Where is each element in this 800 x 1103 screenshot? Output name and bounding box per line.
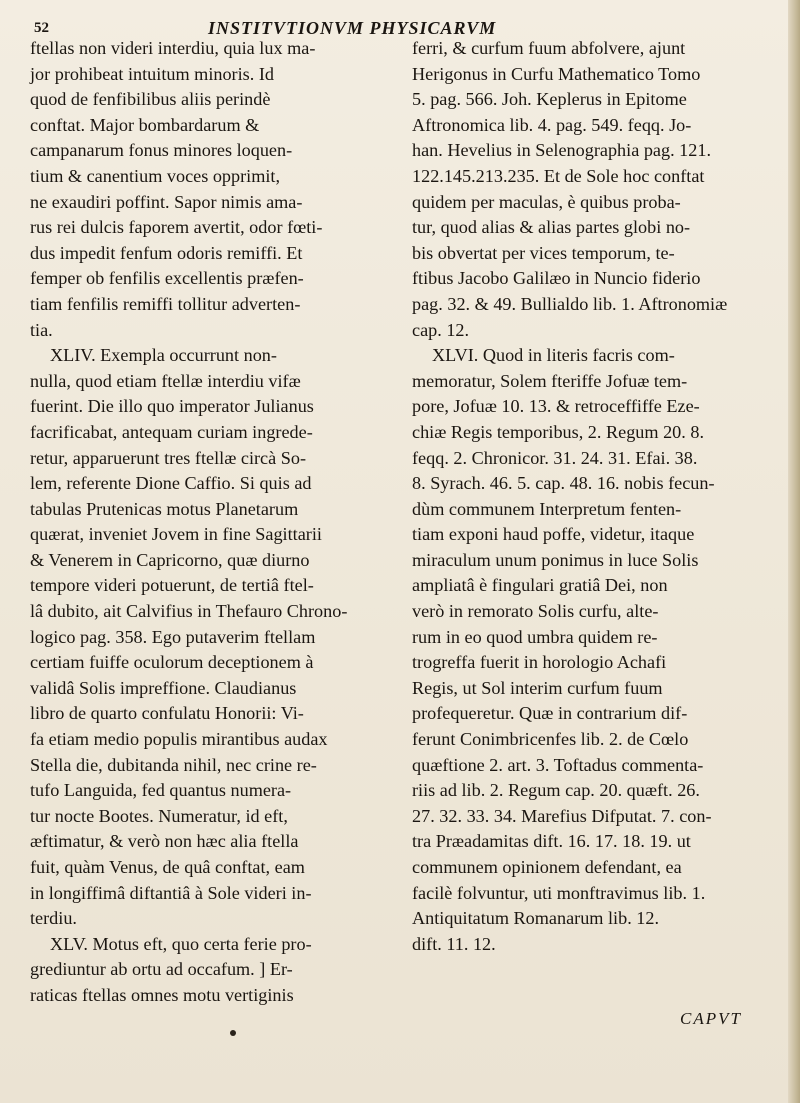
text-line: facilè folvuntur, uti monftravimus lib. 1. <box>412 882 706 903</box>
text-line: facrificabat, antequam curiam ingrede- <box>30 421 313 442</box>
text-line: ampliatâ è fingulari gratiâ Dei, non <box>412 575 668 596</box>
text-line: fa etiam medio populis mirantibus audax <box>30 729 328 750</box>
running-head: INSTITVTIONVM PHYSICARVM <box>208 18 497 38</box>
text-line: tia. <box>30 319 53 340</box>
text-line: fuit, quàm Venus, de quâ conftat, eam <box>30 857 305 877</box>
text-line: tium & canentium voces opprimit, <box>30 165 281 186</box>
text-line: Herigonus in Curfu Mathematico Tomo <box>412 63 701 84</box>
text-line: chiæ Regis temporibus, 2. Regum 20. 8. <box>412 421 704 442</box>
text-line: 27. 32. 33. 34. Marefius Difputat. 7. con- <box>412 805 712 826</box>
left-column <box>30 36 392 1009</box>
text-line: 5. pag. 566. Joh. Keplerus in Epitome <box>412 89 687 110</box>
text-line: retur, apparuerunt tres ftellæ circà So- <box>30 447 307 468</box>
text-line: rus rei dulcis faporem avertit, odor fœti- <box>30 217 323 238</box>
text-line: pag. 32. & 49. Bullialdo lib. 1. Aftronomiæ <box>412 293 728 314</box>
text-line: ne exaudiri poffint. Sapor nimis ama- <box>30 191 303 212</box>
text-line: tiam exponi haud poffe, videtur, itaque <box>412 524 695 545</box>
text-line: lâ dubito, ait Calvifius in Thefauro Chrono- <box>30 601 348 622</box>
text-line: logico pag. 358. Ego putaverim ftellam <box>30 626 316 647</box>
text-line: XLVI. Quod in literis facris com- <box>432 345 675 366</box>
text-line: grediuntur ab ortu ad occafum. ] Er- <box>30 959 293 980</box>
text-line: Stella die, dubitanda nihil, nec crine re- <box>30 754 317 775</box>
text-line: tufo Languida, fed quantus numera- <box>30 780 292 801</box>
text-line: tra Præadamitas dift. 16. 17. 18. 19. ut <box>412 831 691 852</box>
text-line: ftellas non videri interdiu, quia lux ma- <box>30 38 316 58</box>
text-line: han. Hevelius in Selenographia pag. 121. <box>412 140 712 161</box>
text-line: cap. 12. <box>412 319 470 340</box>
text-line: quærat, inveniet Jovem in fine Sagittarii <box>30 524 322 545</box>
text-line: trogreffa fuerit in horologio Achafi <box>412 652 667 673</box>
text-line: pore, Jofuæ 10. 13. & retroceffiffe Eze- <box>412 396 700 417</box>
text-line: ferunt Conimbricenfes lib. 2. de Cœlo <box>412 729 689 750</box>
text-line: memoratur, Solem fteriffe Jofuæ tem- <box>412 370 688 391</box>
text-line: riis ad lib. 2. Regum cap. 20. quæft. 26. <box>412 780 700 801</box>
text-line: tabulas Prutenicas motus Planetarum <box>30 498 299 519</box>
text-line: feqq. 2. Chronicor. 31. 24. 31. Efai. 38. <box>412 447 698 468</box>
text-line: certiam fuiffe oculorum deceptionem à <box>30 652 314 673</box>
right-column <box>412 36 782 957</box>
text-line: verò in remorato Solis curfu, alte- <box>412 601 659 622</box>
catchword: CAPVT <box>680 1009 742 1028</box>
text-line: dus impedit fenfum odoris remiffi. Et <box>30 242 303 263</box>
page-number: 52 <box>34 20 49 36</box>
text-line: fuerint. Die illo quo imperator Julianus <box>30 396 314 417</box>
text-line: in longiffimâ diftantiâ à Sole videri in- <box>30 882 312 903</box>
text-line: tiam fenfilis remiffi tollitur adverten- <box>30 293 301 314</box>
page-edge <box>788 0 800 1103</box>
text-line: miraculum unum ponimus in luce Solis <box>412 549 699 570</box>
text-line: 122.145.213.235. Et de Sole hoc conftat <box>412 165 705 186</box>
text-line: XLV. Motus eft, quo certa ferie pro- <box>50 933 312 954</box>
text-line: Regis, ut Sol interim curfum fuum <box>412 677 663 698</box>
text-line: libro de quarto confulatu Honorii: Vi- <box>30 703 304 724</box>
text-line: jor prohibeat intuitum minoris. Id <box>30 63 274 84</box>
text-line: communem opinionem defendant, ea <box>412 857 682 877</box>
text-line: ftibus Jacobo Galilæo in Nuncio fiderio <box>412 268 701 289</box>
text-line: dùm communem Interpretum fenten- <box>412 498 682 519</box>
text-line: tur, quod alias & alias partes globi no- <box>412 217 691 238</box>
text-line: lem, referente Dione Caffio. Si quis ad <box>30 473 312 494</box>
text-line: quæftione 2. art. 3. Toftadus commenta- <box>412 754 704 775</box>
text-line: æftimatur, & verò non hæc alia ftella <box>30 831 299 852</box>
text-line: profequeretur. Quæ in contrarium dif- <box>412 703 688 724</box>
ink-dot <box>230 1030 236 1036</box>
text-line: Aftronomica lib. 4. pag. 549. feqq. Jo- <box>412 114 692 135</box>
text-line: nulla, quod etiam ftellæ interdiu vifæ <box>30 370 301 391</box>
text-line: femper ob fenfilis excellentis præfen- <box>30 268 304 289</box>
text-line: bis obvertat per vices temporum, te- <box>412 242 675 263</box>
text-line: dift. 11. 12. <box>412 933 496 954</box>
text-line: validâ Solis impreffione. Claudianus <box>30 677 297 698</box>
text-line: terdiu. <box>30 908 77 929</box>
text-line: ferri, & curfum fuum abfolvere, ajunt <box>412 38 686 58</box>
text-line: raticas ftellas omnes motu vertiginis <box>30 984 294 1005</box>
text-line: Antiquitatum Romanarum lib. 12. <box>412 908 660 929</box>
text-line: conftat. Major bombardarum & <box>30 114 260 135</box>
text-line: tur nocte Bootes. Numeratur, id eft, <box>30 805 288 826</box>
text-line: quod de fenfibilibus aliis perindè <box>30 89 271 110</box>
text-line: campanarum fonus minores loquen- <box>30 140 293 161</box>
text-line: tempore videri potuerunt, de tertiâ ftel- <box>30 575 314 596</box>
text-line: 8. Syrach. 46. 5. cap. 48. 16. nobis fecun- <box>412 473 715 494</box>
text-line: quidem per maculas, è quibus proba- <box>412 191 681 212</box>
text-line: rum in eo quod umbra quidem re- <box>412 626 658 647</box>
text-line: & Venerem in Capricorno, quæ diurno <box>30 549 310 570</box>
text-line: XLIV. Exempla occurrunt non- <box>50 345 277 366</box>
